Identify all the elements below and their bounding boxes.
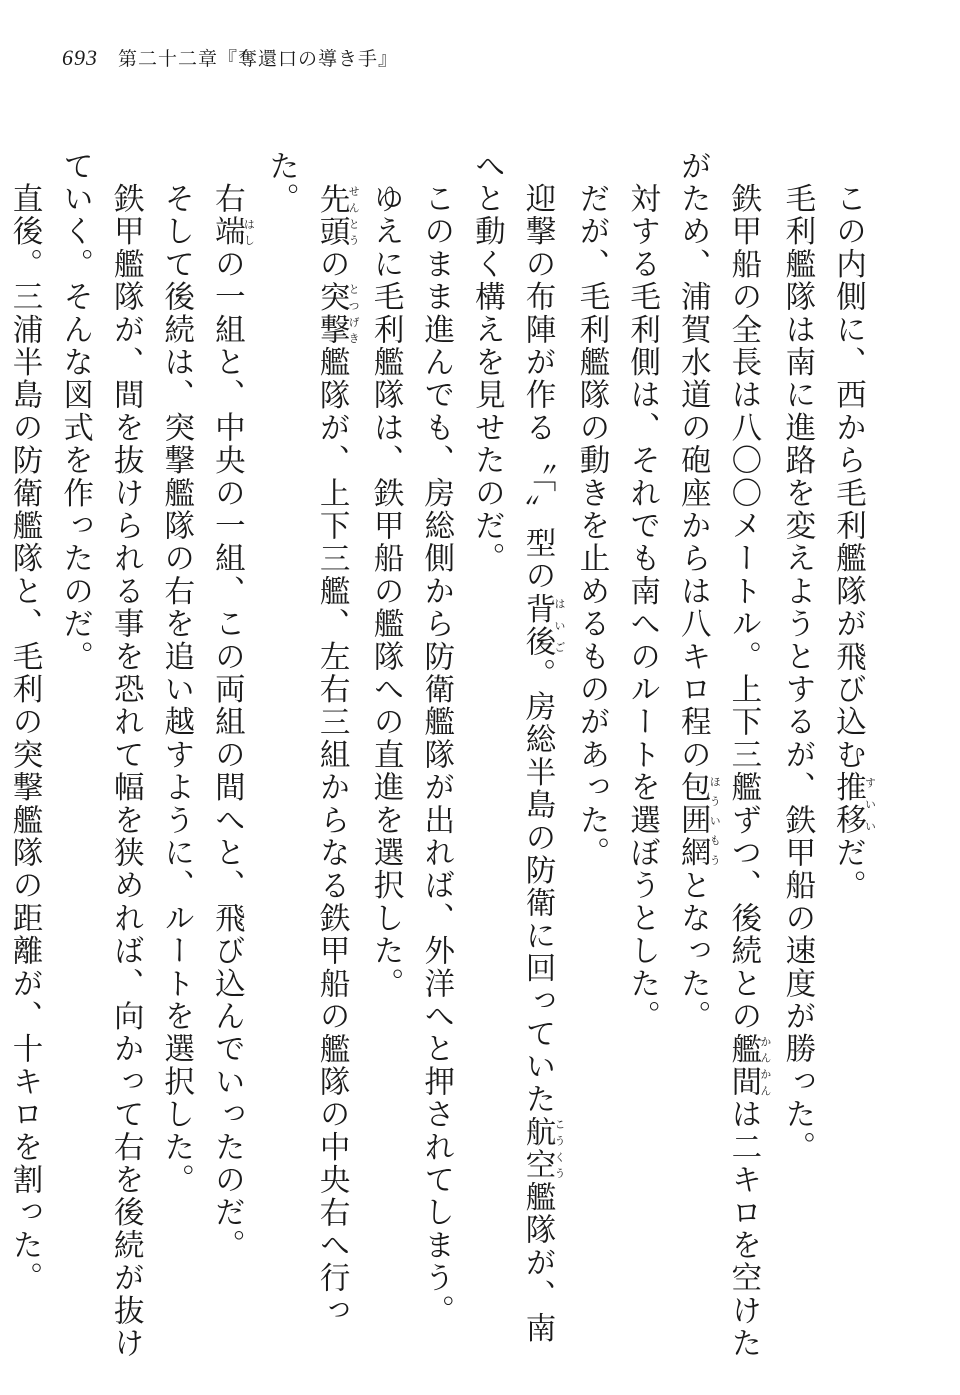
paragraph <box>410 150 461 1370</box>
paragraph <box>771 150 822 1370</box>
paragraph <box>0 150 49 1370</box>
text-run: 艦隊が、南へと動く構えを見せたのだ。 <box>469 150 555 1345</box>
text-run: 。房総半島の防衛に回っていた <box>519 657 555 1116</box>
paragraph <box>255 150 360 1370</box>
paragraph <box>150 150 201 1370</box>
text-run: だ。 <box>830 836 866 903</box>
ruby-base: 推移 <box>830 771 866 837</box>
text-run: 毛利艦隊は南に進路を変えようとするが、鉄甲船の速度が勝った。 <box>779 182 815 1164</box>
chapter-title: 第二十二章『奪還口の導き手』 <box>118 48 399 70</box>
body-text <box>0 150 876 1370</box>
running-header <box>62 44 398 71</box>
paragraph <box>616 150 667 1370</box>
text-run: 右 <box>209 182 245 216</box>
ruby-base: 突撃 <box>314 280 350 347</box>
ruby-base: 端 <box>209 215 245 249</box>
text-run: となった。 <box>675 869 711 1033</box>
ruby-word <box>675 771 722 870</box>
paragraph <box>461 150 566 1370</box>
ruby-word <box>725 1032 772 1099</box>
ruby-base: 艦間 <box>725 1032 761 1099</box>
paragraph <box>667 150 772 1370</box>
text-run: の <box>314 248 350 281</box>
text-run: 鉄甲艦隊が、間を抜けられる事を恐れて幅を狭めれば、向かって右を後続が抜けていく。そんな図式を作ったのだ。 <box>57 150 144 1360</box>
ruby-reading: こうくう <box>552 1115 566 1182</box>
ruby-reading: はいご <box>552 592 566 658</box>
text-run: ゆえに毛利艦隊は、鉄甲船の艦隊への直進を選択した。 <box>368 182 404 1001</box>
text-run: の一組と、中央の一組、この両組の間へと、飛び込んでいったのだ。 <box>209 248 245 1262</box>
text-run: 鉄甲船の全長は八〇〇メートル。上下三艦ずつ、後続との <box>725 182 761 1033</box>
text-run: このまま進んでも、房総側から防衛艦隊が出れば、外洋へと押されてしまう。 <box>418 182 454 1328</box>
ruby-word <box>830 771 877 837</box>
ruby-reading: はし <box>242 215 256 249</box>
paragraph <box>822 150 876 1370</box>
text-run: 対する毛利側は、それでも南へのルートを選ぼうとした。 <box>624 182 660 1033</box>
text-run: は二キロを空けたがため、浦賀水道の砲座からは八キロ程の <box>675 150 761 1360</box>
ruby-word <box>209 215 256 249</box>
ruby-base: 背後 <box>519 592 555 658</box>
paragraph <box>49 150 150 1370</box>
ruby-reading: せんとう <box>347 182 361 249</box>
text-run: そして後続は、突撃艦隊の右を追い越すように、ルートを選択した。 <box>158 182 194 1197</box>
paragraph <box>360 150 411 1370</box>
ruby-base: 航空 <box>519 1115 555 1182</box>
text-run: 艦隊が、上下三艦、左右三組からなる鉄甲船の艦隊の中央右へ行った。 <box>263 150 350 1328</box>
ruby-reading: とつげき <box>347 280 361 347</box>
paragraph <box>565 150 616 1370</box>
text-run: だが、毛利艦隊の動きを止めるものがあった。 <box>574 182 610 870</box>
ruby-base: 先頭 <box>314 182 350 249</box>
ruby-word <box>519 1115 566 1182</box>
ruby-word <box>314 280 361 347</box>
text-run: 直後。三浦半島の防衛艦隊と、毛利の突撃艦隊の距離が、十キロを割った。 <box>7 182 42 1295</box>
text-run: この内側に、西から毛利艦隊が飛び込む <box>830 182 866 772</box>
ruby-reading: ほういもう <box>708 771 722 870</box>
text-run: 迎撃の布陣が作る〝「〟型の <box>519 182 555 593</box>
page-number: 693 <box>62 45 98 70</box>
ruby-base: 包囲網 <box>675 771 711 870</box>
ruby-reading: すいい <box>863 771 877 837</box>
ruby-reading: かんかん <box>758 1032 772 1099</box>
ruby-word <box>314 182 361 249</box>
ruby-word <box>519 592 566 658</box>
paragraph <box>201 150 255 1370</box>
